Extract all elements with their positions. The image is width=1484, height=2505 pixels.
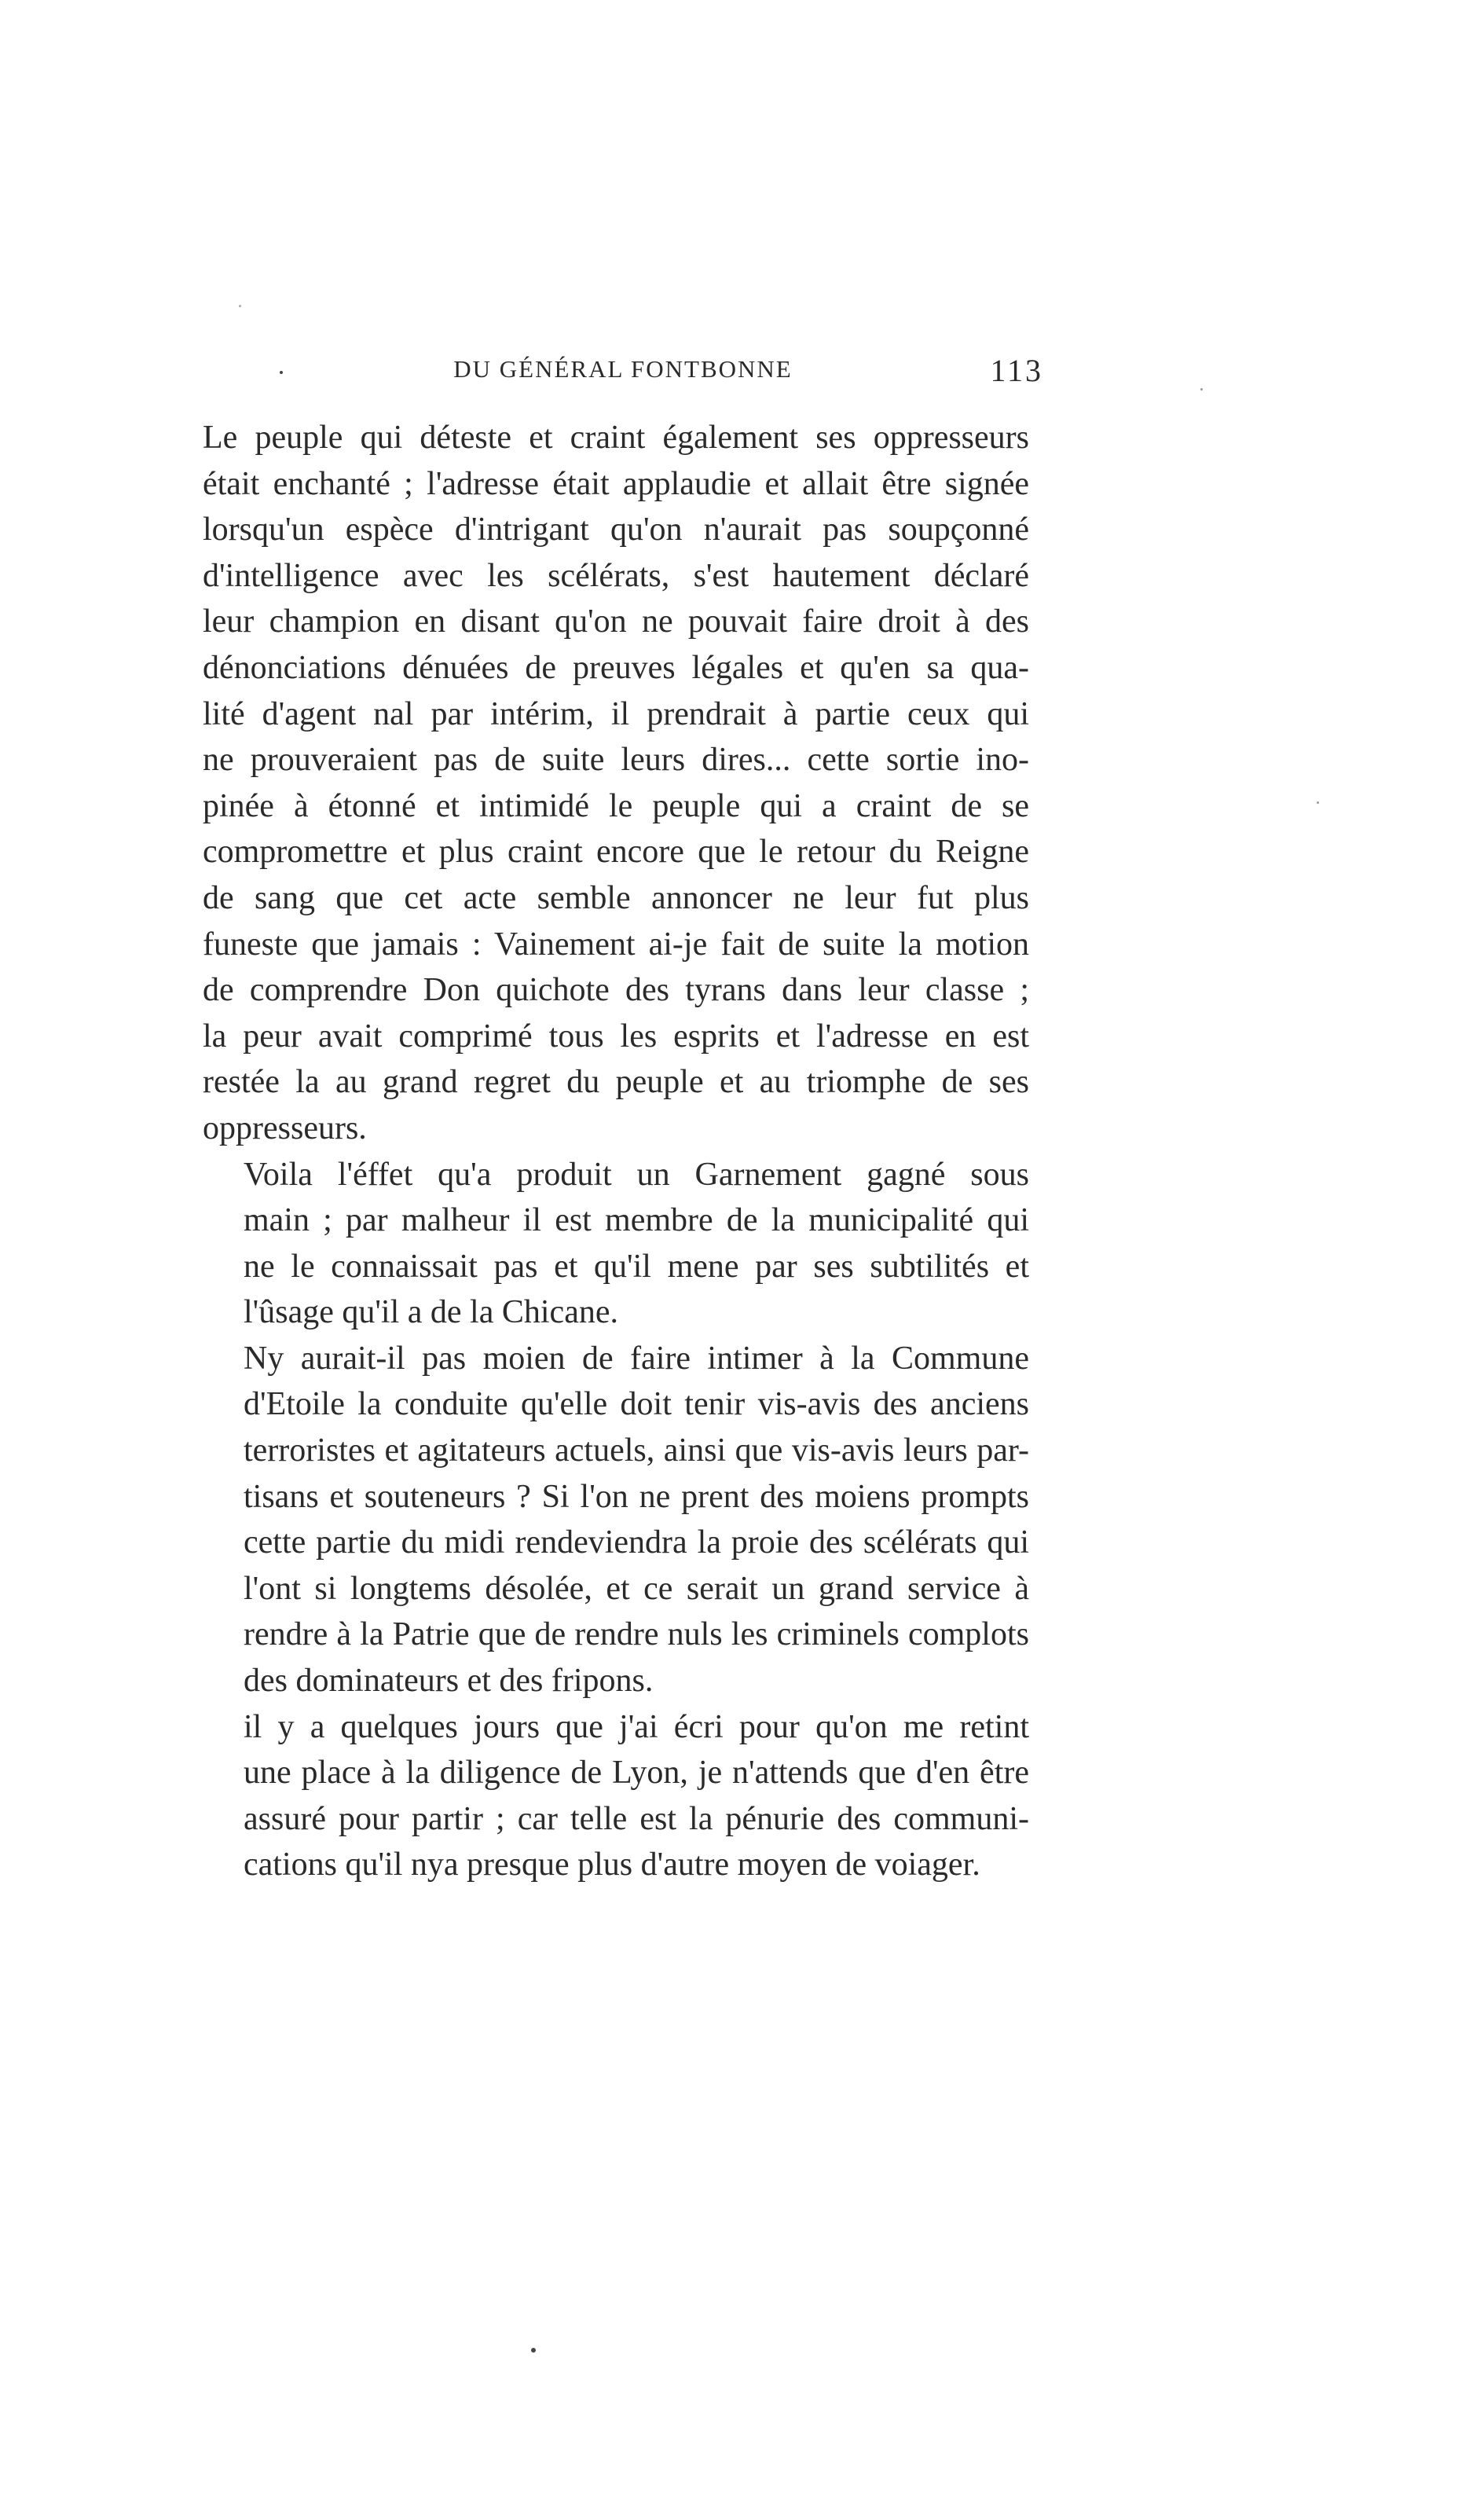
text-line: oppresseurs. [203,1109,367,1146]
page-number: 113 [990,353,1043,388]
text-line: restée la au grand regret du peuple et au triomphe de ses [203,1064,1029,1101]
paragraph [203,1152,1029,1336]
paragraph [203,1336,1029,1704]
text-line: leur champion en disant qu'on ne pouvait faire droit à des [203,603,1029,640]
text-line: main ; par malheur il est membre de la municipalité qui [244,1202,1029,1239]
text-line: pinée à étonné et intimidé le peuple qui a craint de se [203,787,1029,824]
text-line: la peur avait comprimé tous les esprits et l'adresse en est [203,1018,1029,1054]
text-line: une place à la diligence de Lyon, je n'attends que d'en être [244,1755,1029,1792]
scan-speck [280,371,283,374]
scan-speck [1200,388,1203,391]
text-line: de comprendre Don quichote des tyrans dans leur classe ; [203,972,1029,1009]
scan-speck [239,305,241,307]
text-line: cette partie du midi rendeviendra la proie des scélérats qui [244,1524,1029,1561]
text-line: lité d'agent nal par intérim, il prendrait à partie ceux qui [203,695,1029,732]
text-line: de sang que cet acte semble annoncer ne leur fut plus [203,879,1029,916]
text-line: d'intelligence avec les scélérats, s'est hautement déclaré [203,557,1029,594]
text-line: compromettre et plus craint encore que le retour du Reigne [203,834,1029,871]
text-line: lorsqu'un espèce d'intrigant qu'on n'aurait pas soupçonné [203,512,1029,548]
text-line: ne le connaissait pas et qu'il mene par ses subtilités et [244,1248,1029,1285]
text-line: funeste que jamais : Vainement ai-je fait de suite la motion [203,926,1029,963]
text-line: cations qu'il nya presque plus d'autre moyen de voiager. [244,1847,980,1883]
text-line: tisans et souteneurs ? Si l'on ne prent des moiens prompts [244,1478,1029,1515]
scan-speck [1317,801,1319,804]
paragraph [203,415,1029,1152]
text-line: l'ûsage qu'il a de la Chicane. [244,1294,618,1331]
text-line: assuré pour partir ; car telle est la pénurie des communi- [244,1800,1029,1837]
text-line: rendre à la Patrie que de rendre nuls les criminels complots [244,1616,1029,1653]
text-line: d'Etoile la conduite qu'elle doit tenir vis-avis des anciens [244,1386,1029,1423]
text-line: était enchanté ; l'adresse était applaudie et allait être signée [203,465,1029,502]
running-title: DU GÉNÉRAL FONTBONNE [453,355,793,383]
scan-speck [531,2348,536,2353]
running-head [203,355,1043,402]
text-line: Le peuple qui déteste et craint également ses oppresseurs [203,420,1029,456]
text-line: dénonciations dénuées de preuves légales et qu'en sa qua- [203,649,1029,686]
text-line: terroristes et agitateurs actuels, ainsi que vis-avis leurs par- [244,1432,1029,1469]
body-text [203,415,1029,1888]
text-line: il y a quelques jours que j'ai écri pour qu'on me retint [244,1708,1029,1745]
text-line: l'ont si longtems désolée, et ce serait un grand service à [244,1570,1029,1607]
text-line: Ny aurait-il pas moien de faire intimer à la Commune [244,1340,1029,1377]
text-line: ne prouveraient pas de suite leurs dires... cette sortie ino- [203,742,1029,779]
text-line: Voila l'éffet qu'a produit un Garnement gagné sous [244,1156,1029,1193]
text-line: des dominateurs et des fripons. [244,1663,654,1700]
paragraph [203,1704,1029,1888]
